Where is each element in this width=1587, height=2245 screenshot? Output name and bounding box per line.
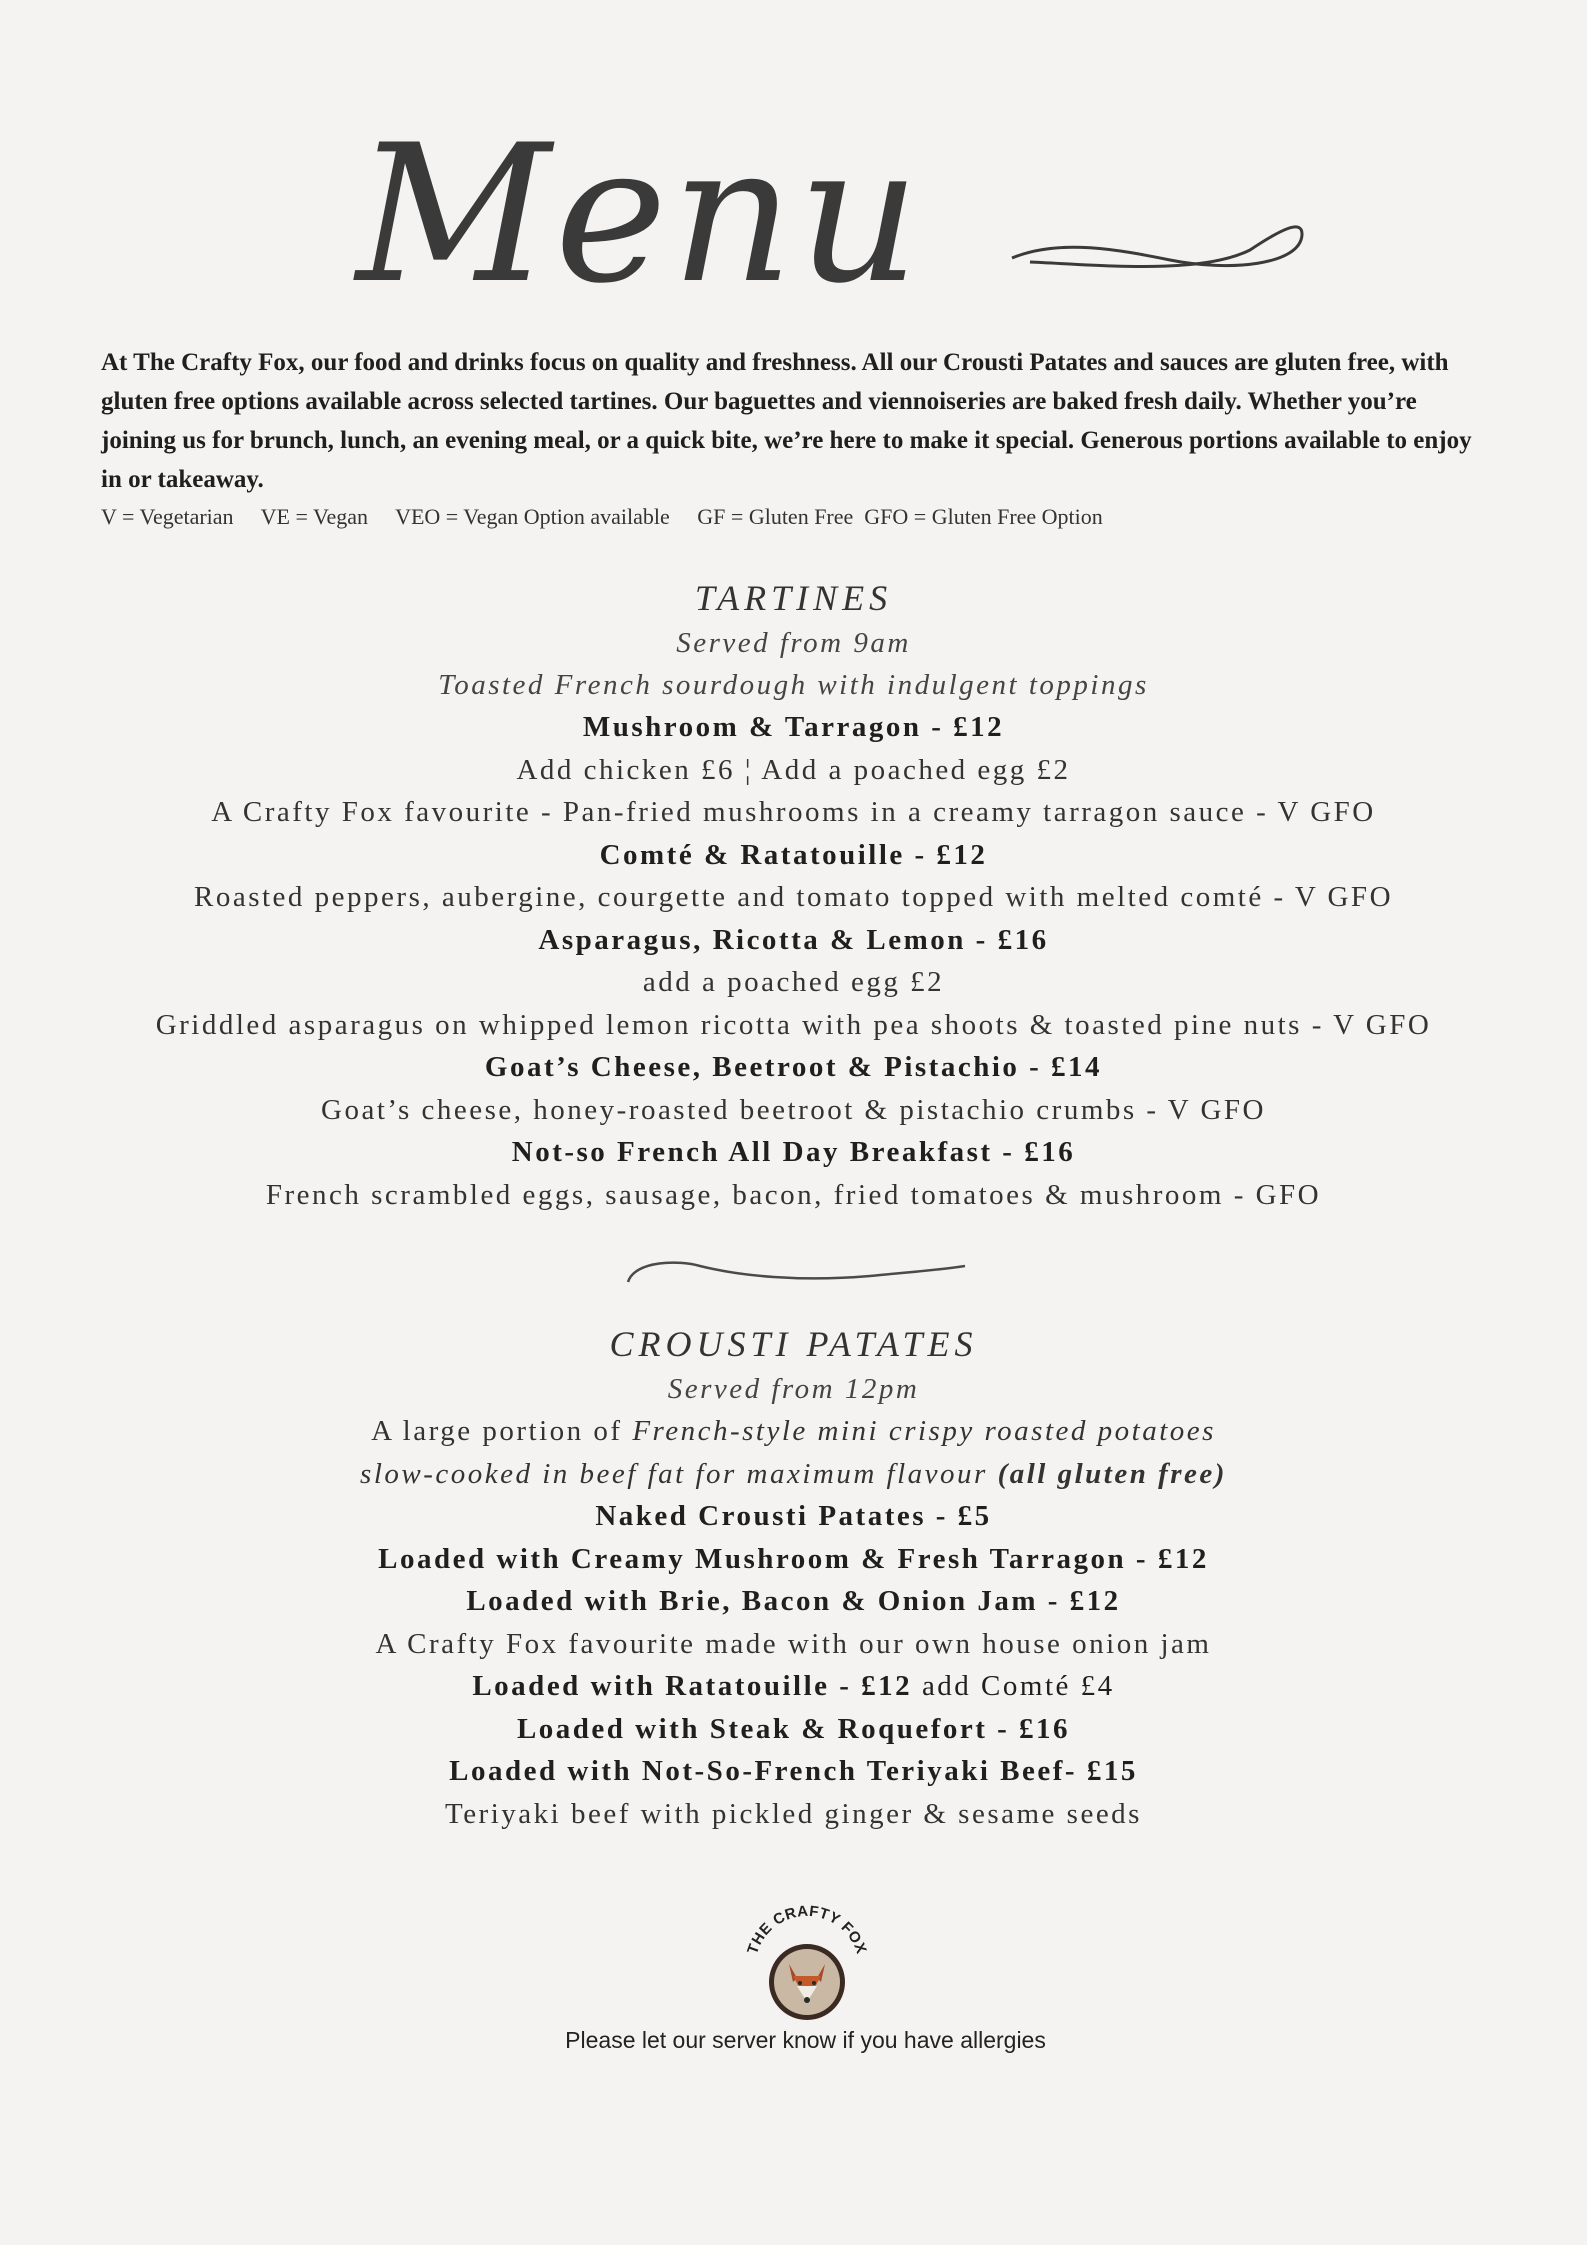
crousti-title: CROUSTI PATATES	[609, 1324, 978, 1364]
section-divider	[620, 1252, 970, 1292]
dish-description: Teriyaki beef with pickled ginger & sesame seeds	[445, 1797, 1142, 1830]
tartines-tagline: Toasted French sourdough with indulgent toppings	[438, 669, 1149, 701]
intro-paragraph: At The Crafty Fox, our food and drinks focus on quality and freshness. All our Crousti Patates and sauces are gluten free, with gluten free options available across selected tartines. Our baguettes and viennoiseries are baked fresh daily. Whether you’re joining us for brunch, lunch, an evening meal, or a quick bite, we’re here to make it special. Generous portions available to enjoy in or takeaway.	[101, 349, 1472, 493]
dish-ratatouille	[60, 1665, 1527, 1708]
menu-flourish	[1012, 227, 1302, 267]
tartines-title: TARTINES	[694, 578, 893, 618]
dish-steak-roquefort: Loaded with Steak & Roquefort - £16	[516, 1712, 1071, 1745]
dish-description: Goat’s cheese, honey-roasted beetroot & pistachio crumbs - V GFO	[321, 1093, 1266, 1126]
dish-extra: add Comté £4	[912, 1670, 1115, 1702]
intro-plain: A large portion of	[371, 1415, 633, 1447]
crousti-served: Served from 12pm	[667, 1373, 920, 1405]
crousti-intro-line-2	[60, 1453, 1527, 1496]
crousti-section	[60, 1320, 1527, 1835]
dish-description: Roasted peppers, aubergine, courgette and tomato topped with melted comté - V GFO	[193, 881, 1394, 913]
menu-title-art	[0, 90, 1587, 320]
dish-description: Griddled asparagus on whipped lemon ricotta with pea shoots & toasted pine nuts - V GFO	[155, 1008, 1432, 1041]
dish-name: Loaded with Ratatouille - £12	[472, 1670, 913, 1702]
menu-title-text: Menu	[356, 104, 924, 320]
dish-brie-bacon: Loaded with Brie, Bacon & Onion Jam - £12	[466, 1585, 1121, 1617]
dish-naked-crousti: Naked Crousti Patates - £5	[595, 1500, 992, 1532]
dish-comte-ratatouille: Comté & Ratatouille - £12	[599, 838, 988, 871]
dish-description: French scrambled eggs, sausage, bacon, fried tomatoes & mushroom - GFO	[265, 1178, 1322, 1211]
dish-description: A Crafty Fox favourite - Pan-fried mushrooms in a creamy tarragon sauce - V GFO	[211, 796, 1376, 828]
crousti-intro-line-1	[60, 1410, 1527, 1453]
intro-italic: slow-cooked in beef fat for maximum flavour	[360, 1457, 998, 1490]
allergy-note: Please let our server know if you have allergies	[565, 2027, 1046, 2053]
dish-extra: add a poached egg £2	[642, 966, 945, 998]
logo-text: THE CRAFTY FOX	[744, 1902, 870, 1957]
dish-goats-cheese: Goat’s Cheese, Beetroot & Pistachio - £14	[484, 1051, 1103, 1083]
menu-title	[0, 90, 1587, 320]
dish-description: A Crafty Fox favourite made with our own house onion jam	[375, 1627, 1212, 1660]
dietary-legend: V = Vegetarian VE = Vegan VEO = Vegan Option available GF = Gluten Free GFO = Gluten Free Option	[101, 504, 1103, 529]
dish-asparagus-ricotta: Asparagus, Ricotta & Lemon - £16	[538, 923, 1049, 956]
dish-creamy-mushroom: Loaded with Creamy Mushroom & Fresh Tarragon - £12	[378, 1542, 1209, 1575]
tartines-section	[60, 574, 1527, 1216]
tartines-served: Served from 9am	[676, 627, 911, 659]
dish-extra: Add chicken £6 ¦ Add a poached egg £2	[516, 753, 1071, 786]
gluten-free-note: (all gluten free)	[997, 1457, 1227, 1490]
intro-italic: French-style mini crispy roasted potatoes	[632, 1415, 1216, 1447]
dish-teriyaki-beef: Loaded with Not-So-French Teriyaki Beef- £15	[449, 1755, 1138, 1787]
dish-all-day-breakfast: Not-so French All Day Breakfast - £16	[511, 1136, 1076, 1168]
crafty-fox-logo	[737, 1890, 877, 2020]
dish-mushroom-tarragon: Mushroom & Tarragon - £12	[582, 711, 1005, 743]
